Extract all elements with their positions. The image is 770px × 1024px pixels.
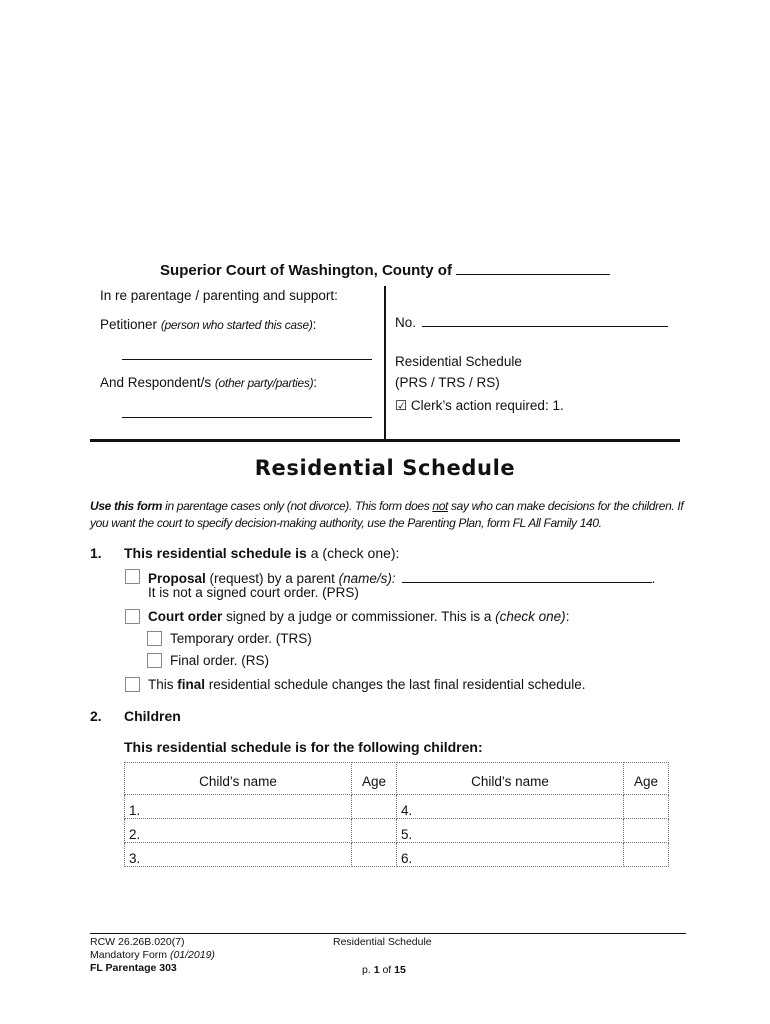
proposal-name-input[interactable]	[402, 569, 652, 583]
changes-option	[148, 677, 586, 692]
child-age-cell[interactable]	[624, 819, 669, 843]
court-order-option	[148, 609, 569, 624]
court-order-checkbox[interactable]	[125, 609, 140, 624]
temporary-order-label: Temporary order. (TRS)	[170, 631, 312, 646]
child-age-cell[interactable]	[624, 795, 669, 819]
table-row	[125, 819, 669, 843]
clerk-checkbox-icon: ☑	[395, 398, 408, 413]
petitioner-hint: (person who started this case)	[160, 318, 313, 332]
section-2-subheading: This residential schedule is for the following children:	[124, 739, 483, 755]
page-num: 1	[373, 964, 380, 976]
proposal-end: .	[651, 571, 656, 586]
footer-center-title: Residential Schedule	[333, 936, 432, 948]
footer-mandatory-text: Mandatory Form	[90, 949, 170, 961]
respondent-label-text: And Respondent/s	[100, 375, 212, 390]
court-order-bold: Court order	[148, 609, 223, 624]
children-table-header	[125, 763, 669, 795]
section-1-heading-bold: This residential schedule is	[124, 545, 307, 561]
child-age-cell[interactable]	[352, 795, 397, 819]
in-re-label: In re parentage / parenting and support:	[100, 288, 338, 303]
final-order-label: Final order. (RS)	[170, 653, 270, 668]
page-of: of	[379, 964, 395, 976]
child-age-cell[interactable]	[352, 843, 397, 867]
intro-lead: Use this form	[90, 499, 163, 513]
footer-left	[90, 936, 215, 975]
petitioner-label: Petitioner (person who started this case):	[100, 317, 317, 332]
case-number-field	[395, 313, 668, 330]
intro-paragraph	[90, 498, 690, 532]
child-age-cell[interactable]	[352, 819, 397, 843]
court-title-text: Superior Court of Washington, County of	[160, 262, 452, 279]
proposal-name-hint: (name/s):	[338, 571, 396, 586]
footer-mandatory	[90, 949, 215, 962]
page-total: 15	[394, 964, 406, 976]
petitioner-name-line[interactable]	[122, 359, 372, 360]
proposal-note: It is not a signed court order. (PRS)	[148, 585, 359, 600]
child-name-cell[interactable]: 3.	[125, 843, 352, 867]
court-order-hint: (check one)	[495, 609, 566, 624]
child-age-cell[interactable]	[624, 843, 669, 867]
child-name-cell[interactable]: 6.	[397, 843, 624, 867]
footer-form-id: FL Parentage 303	[90, 962, 177, 974]
changes-pre: This	[148, 677, 178, 692]
col-childs-name-2: Child’s name	[397, 763, 624, 795]
section-1-heading-rest: a (check one):	[306, 545, 400, 561]
caption-bottom-rule	[90, 439, 680, 442]
clerk-action-text: Clerk’s action required: 1.	[410, 398, 564, 413]
col-age-1: Age	[352, 763, 397, 795]
temporary-order-checkbox[interactable]	[147, 631, 162, 646]
section-2-heading: Children	[124, 708, 181, 724]
footer-rcw: RCW 26.26B.020(7)	[90, 936, 185, 948]
footer-rule	[90, 933, 686, 934]
final-order-checkbox[interactable]	[147, 653, 162, 668]
page-prefix: p.	[362, 964, 374, 976]
caption-divider	[384, 286, 386, 440]
child-name-cell[interactable]: 5.	[397, 819, 624, 843]
court-order-text: signed by a judge or commissioner. This is a	[222, 609, 496, 624]
intro-part2: say who can make decisions for the children. If you want the court to specify decision-making authority, use the Parenting Plan, form FL All Family 140.	[90, 499, 684, 530]
county-blank[interactable]	[456, 261, 610, 275]
changes-checkbox[interactable]	[125, 677, 140, 692]
child-name-cell[interactable]: 2.	[125, 819, 352, 843]
form-name: Residential Schedule	[395, 354, 522, 369]
intro-part1: in parentage cases only (not divorce). This form does	[162, 499, 433, 513]
case-number-input[interactable]	[422, 313, 668, 327]
footer-mandatory-date: (01/2019)	[169, 949, 215, 961]
proposal-bold: Proposal	[148, 571, 206, 586]
court-order-colon: :	[565, 609, 570, 624]
form-codes: (PRS / TRS / RS)	[395, 375, 500, 390]
col-age-2: Age	[624, 763, 669, 795]
intro-not: not	[432, 499, 449, 513]
proposal-checkbox[interactable]	[125, 569, 140, 584]
section-2-number: 2.	[90, 708, 102, 724]
proposal-text: (request) by a parent	[205, 571, 339, 586]
document-title: Residential Schedule	[254, 456, 516, 480]
section-1-number: 1.	[90, 545, 102, 561]
respondent-name-line[interactable]	[122, 417, 372, 418]
court-title	[0, 261, 770, 279]
clerk-action	[395, 398, 564, 414]
respondent-label: And Respondent/s (other party/parties):	[100, 375, 318, 390]
footer-page-number	[362, 964, 406, 977]
respondent-hint: (other party/parties)	[214, 376, 314, 390]
case-number-label: No.	[395, 315, 417, 330]
proposal-option	[148, 569, 655, 586]
table-row	[125, 843, 669, 867]
children-table	[124, 762, 669, 867]
col-childs-name-1: Child’s name	[125, 763, 352, 795]
changes-bold: final	[177, 677, 206, 692]
child-name-cell[interactable]: 1.	[125, 795, 352, 819]
section-1-heading	[124, 545, 399, 561]
changes-post: residential schedule changes the last final residential schedule.	[205, 677, 586, 692]
table-row	[125, 795, 669, 819]
petitioner-label-text: Petitioner	[100, 317, 158, 332]
child-name-cell[interactable]: 4.	[397, 795, 624, 819]
